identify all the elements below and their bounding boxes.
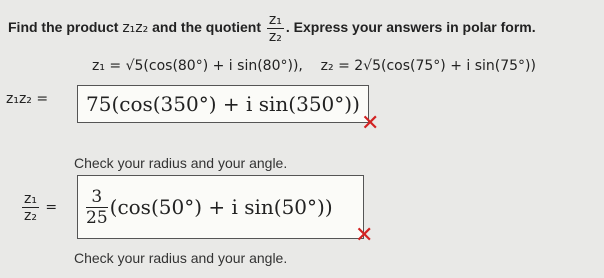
prompt-text-3: . Express your answers in polar form. xyxy=(285,19,536,36)
product-answer-value: 75(cos(350°) + i sin(350°)) xyxy=(86,92,360,116)
product-label: z₁z₂ = xyxy=(6,91,49,107)
prompt-quotient-den: z₂ xyxy=(268,29,282,45)
quotient-answer-fraction xyxy=(86,187,108,228)
prompt-text-2: and the quotient xyxy=(152,19,262,36)
question-prompt xyxy=(8,12,536,45)
product-feedback: Check your radius and your angle. xyxy=(74,155,288,171)
prompt-text-1: Find the product xyxy=(8,19,119,36)
z2-expression: z₂ = 2√5(cos(75°) + i sin(75°)) xyxy=(320,58,536,74)
quotient-label-eq: = xyxy=(45,199,58,216)
z1-expression: z₁ = √5(cos(80°) + i sin(80°)), xyxy=(92,58,303,74)
incorrect-icon: ✕ xyxy=(355,223,374,248)
product-answer-field[interactable] xyxy=(77,85,369,123)
prompt-product: z₁z₂ xyxy=(122,20,149,37)
quotient-label-num: z₁ xyxy=(24,191,37,207)
quotient-answer-den: 25 xyxy=(86,207,108,228)
quotient-label-fraction xyxy=(22,191,39,224)
quotient-answer-field[interactable] xyxy=(77,175,364,239)
given-values xyxy=(92,58,536,74)
incorrect-icon: ✕ xyxy=(361,111,380,136)
quotient-answer-num: 3 xyxy=(86,187,108,208)
quotient-label-den: z₂ xyxy=(24,208,37,224)
prompt-quotient-num: z₁ xyxy=(268,12,282,28)
prompt-quotient-fraction xyxy=(267,12,284,45)
quotient-label xyxy=(20,191,57,224)
quotient-answer-rest: (cos(50°) + i sin(50°)) xyxy=(109,195,333,219)
quotient-feedback: Check your radius and your angle. xyxy=(74,250,288,266)
